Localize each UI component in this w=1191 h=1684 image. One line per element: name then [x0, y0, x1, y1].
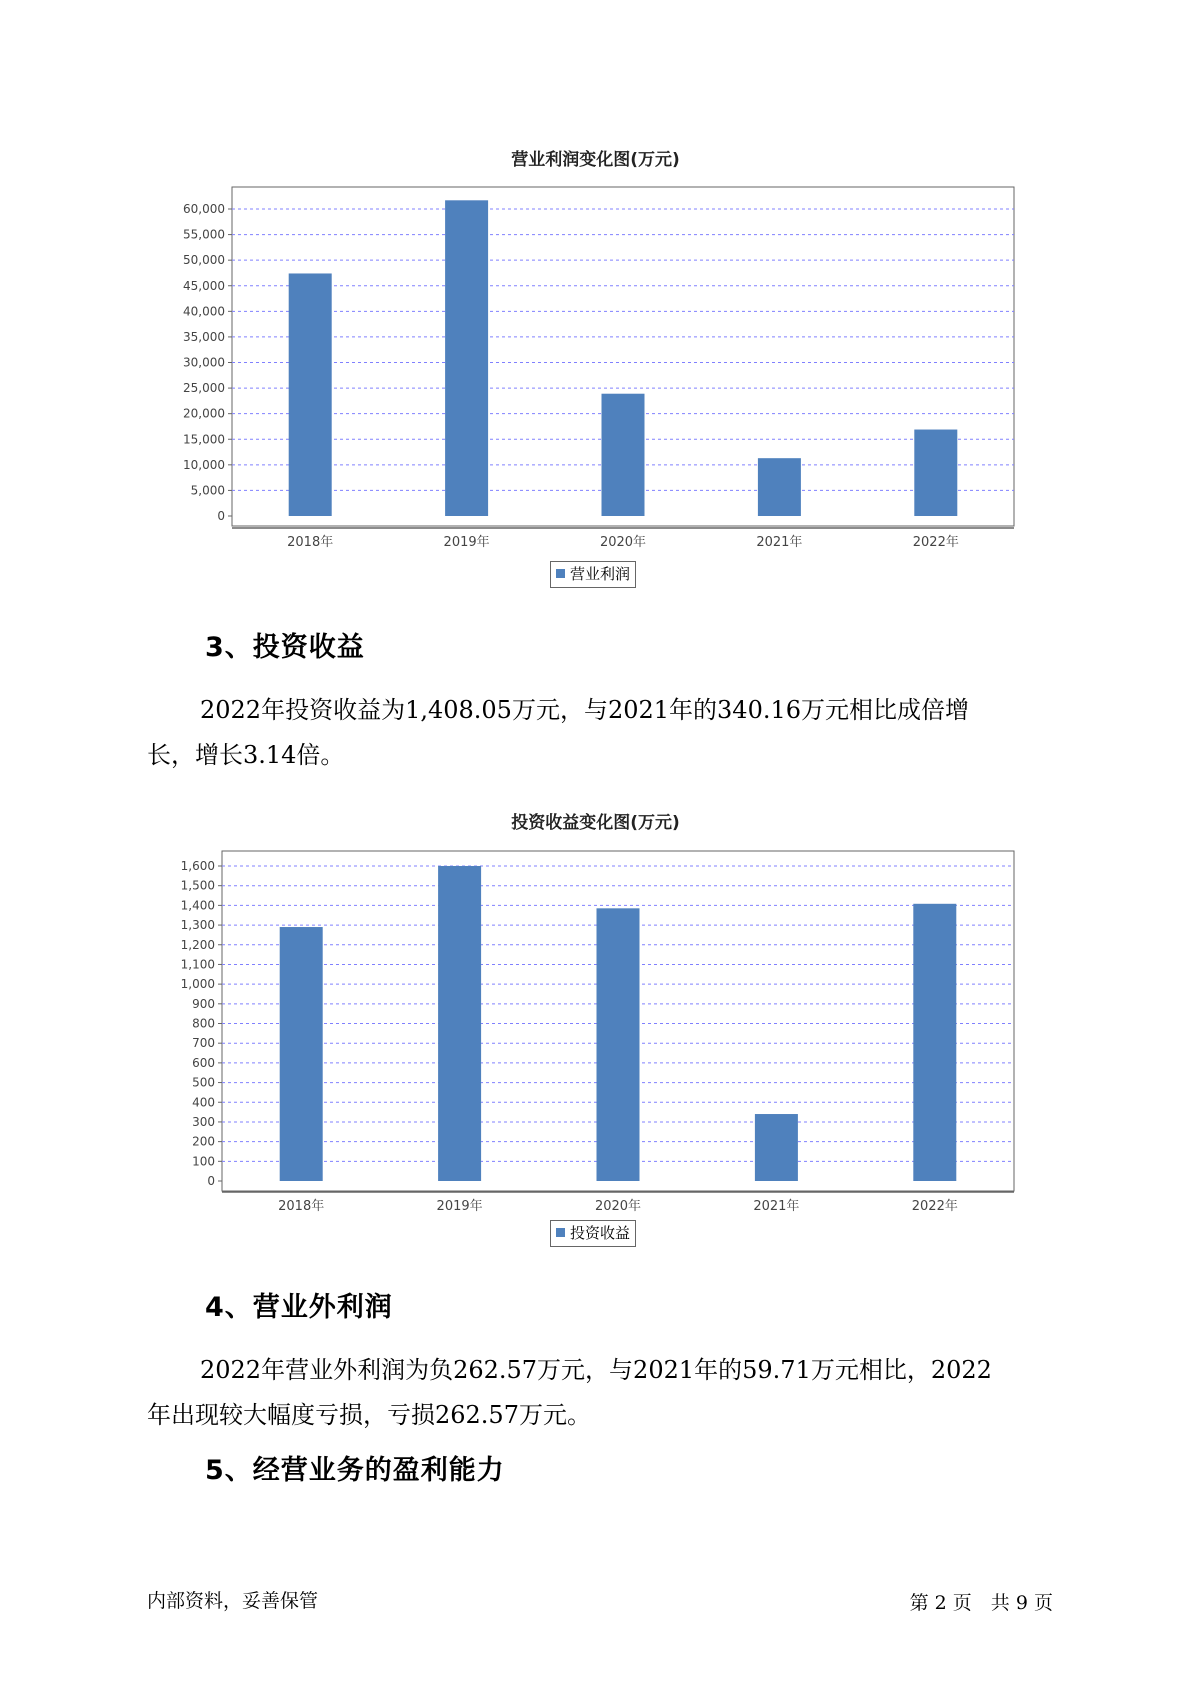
page-prefix: 第: [909, 1592, 929, 1614]
chart2-ytick-label: 400: [192, 1095, 215, 1110]
chart2-ytick-label: 1,000: [180, 977, 215, 992]
heading-business-profitability: 5、经营业务的盈利能力: [205, 1455, 505, 1486]
chart2-ytick-label: 300: [192, 1114, 215, 1129]
chart2-ytick-label: 1,600: [180, 859, 215, 873]
chart2-xtick-label: 2022年: [911, 1199, 958, 1214]
chart2-ytick-label: 1,500: [180, 878, 215, 893]
chart1-ytick-label: 60,000: [183, 202, 225, 216]
para-line: 长，增长3.14倍。: [147, 741, 345, 769]
chart1-ytick-label: 25,000: [183, 381, 225, 396]
chart2-ytick-label: 200: [192, 1134, 215, 1149]
chart2-xtick-label: 2021年: [753, 1199, 800, 1214]
chart2-bar-2022年: [913, 904, 956, 1181]
page-mid: 页 共: [952, 1592, 1010, 1614]
chart2-legend-label: 投资收益: [570, 1224, 631, 1242]
heading-non-operating-profit: 4、营业外利润: [205, 1292, 393, 1323]
chart1-xtick-label: 2022年: [912, 535, 959, 550]
chart2-ytick-label: 100: [192, 1154, 215, 1169]
chart2-ytick-label: 600: [192, 1055, 215, 1070]
chart2-bar-2020年: [597, 908, 640, 1181]
chart1-ytick-label: 20,000: [183, 406, 225, 421]
chart1-ytick-label: 10,000: [183, 457, 225, 472]
para-line: 2022年投资收益为1,408.05万元，与2021年的340.16万元相比成倍增: [200, 696, 970, 724]
legend-swatch: [556, 1228, 565, 1237]
chart2-ytick-label: 800: [192, 1016, 215, 1031]
chart1-ytick-label: 5,000: [190, 483, 225, 498]
chart2-ytick-label: 1,100: [180, 957, 215, 972]
chart2-xtick-label: 2018年: [278, 1199, 325, 1214]
chart1-legend-label: 营业利润: [570, 565, 631, 583]
chart1-ytick-label: 40,000: [183, 304, 225, 319]
chart2-bar-2018年: [280, 927, 323, 1181]
footer-confidential: 内部资料，妥善保管: [147, 1590, 319, 1612]
para-non-operating-profit: [147, 1348, 1052, 1438]
para-line: 2022年营业外利润为负262.57万元，与2021年的59.71万元相比，2022: [200, 1356, 992, 1384]
chart2-ytick-label: 500: [192, 1075, 215, 1090]
para-line: 年出现较大幅度亏损，亏损262.57万元。: [147, 1401, 591, 1429]
chart2-ytick-label: 1,400: [180, 898, 215, 913]
chart2-legend: [550, 1220, 636, 1247]
chart1-ytick-label: 30,000: [183, 355, 225, 370]
chart1-ytick-label: 0: [217, 509, 225, 523]
page-suffix: 页: [1033, 1592, 1053, 1614]
chart2-ytick-label: 700: [192, 1036, 215, 1051]
chart1-ytick-label: 55,000: [183, 227, 225, 242]
footer-page-number: [910, 1588, 1053, 1615]
chart1-xtick-label: 2021年: [756, 535, 803, 550]
page-total: 9: [1015, 1592, 1028, 1614]
chart1-ytick-label: 15,000: [183, 432, 225, 447]
chart1-xtick-label: 2019年: [443, 535, 490, 550]
chart1-xtick-label: 2018年: [287, 535, 334, 550]
heading-investment-income: 3、投资收益: [205, 632, 365, 663]
chart1-title: 营业利润变化图(万元): [511, 150, 680, 170]
chart2-bar-2019年: [438, 866, 481, 1181]
chart2-xtick-label: 2019年: [436, 1199, 483, 1214]
chart2-ytick-label: 1,300: [180, 918, 215, 933]
chart1-xtick-label: 2020年: [599, 535, 647, 550]
chart1-ytick-label: 45,000: [183, 278, 225, 293]
chart1-ytick-label: 35,000: [183, 329, 225, 344]
chart2-bar-2021年: [755, 1114, 798, 1181]
chart2-ytick-label: 900: [192, 996, 215, 1011]
chart2-title: 投资收益变化图(万元): [511, 813, 680, 833]
chart2-ytick-label: 1,200: [180, 937, 215, 952]
page-current: 2: [934, 1592, 947, 1614]
chart2-ytick-label: 0: [207, 1174, 215, 1188]
chart2-xtick-label: 2020年: [594, 1199, 642, 1214]
chart1-ytick-label: 50,000: [183, 253, 225, 268]
